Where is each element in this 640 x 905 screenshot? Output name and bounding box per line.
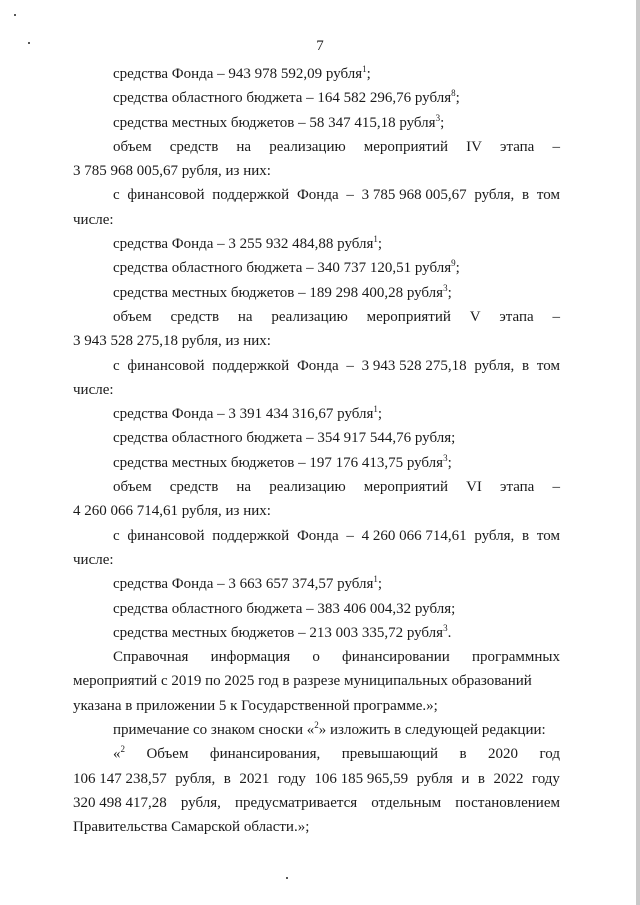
word: с xyxy=(113,527,120,544)
footnote-marker: 2 xyxy=(120,744,125,755)
word: в xyxy=(223,770,231,787)
funding-item: средства местных бюджетов – 213 003 335,72 рубля xyxy=(113,624,444,641)
text-line xyxy=(73,281,560,305)
word: Фонда xyxy=(296,527,339,544)
quote-open: «$^2$ xyxy=(113,744,125,763)
word: на xyxy=(236,138,252,155)
word: рубля, xyxy=(180,794,221,811)
funding-item: средства областного бюджета – 354 917 544,76 рубля; xyxy=(113,430,456,447)
funding-item: средства областного бюджета – 383 406 004,32 рубля; xyxy=(113,600,456,617)
word: том xyxy=(536,187,560,204)
punctuation: ; xyxy=(366,66,371,82)
word: год xyxy=(539,746,560,763)
word: в xyxy=(459,746,467,763)
text-line xyxy=(73,499,560,523)
word: с xyxy=(113,357,120,374)
word: объем xyxy=(113,138,152,155)
word: реализацию xyxy=(269,479,346,496)
word: Объем xyxy=(146,746,189,763)
word: объем xyxy=(113,308,152,325)
funding-item: средства Фонда – 3 255 932 484,88 рубля xyxy=(113,236,374,253)
funding-item: средства местных бюджетов – 197 176 413,75 рубля xyxy=(113,454,444,471)
word: VI xyxy=(466,479,482,496)
word: с xyxy=(113,187,120,204)
text-line xyxy=(73,354,560,378)
word: 4 260 066 714,61 xyxy=(361,527,467,544)
word: этапа xyxy=(499,308,534,325)
text-line xyxy=(73,572,560,596)
punctuation: ; xyxy=(455,260,460,277)
text-line xyxy=(73,208,560,232)
funding-item: средства местных бюджетов – 58 347 415,18 рубля xyxy=(113,114,436,131)
word: на xyxy=(237,308,253,325)
punctuation: ; xyxy=(447,454,452,471)
line-text: числе: xyxy=(73,381,114,398)
text-line xyxy=(73,111,560,135)
word: предусматривается xyxy=(234,794,358,811)
punctuation: ; xyxy=(455,90,460,107)
text-line xyxy=(73,815,560,839)
punctuation: . xyxy=(447,624,452,641)
footnote-marker: 1 xyxy=(373,404,378,415)
word: постановлением xyxy=(455,794,560,811)
text-line xyxy=(73,694,560,718)
line-text: числе: xyxy=(73,211,114,228)
word: Фонда xyxy=(296,187,339,204)
footnote-marker: 2 xyxy=(314,720,319,731)
funding-item: средства Фонда – 3 663 657 374,57 рубля xyxy=(113,576,374,593)
word: этапа xyxy=(500,138,535,155)
word: реализацию xyxy=(269,138,346,155)
word: 2022 xyxy=(493,770,524,787)
word: реализацию xyxy=(271,308,348,325)
word: – xyxy=(346,527,354,544)
text-line xyxy=(73,426,560,450)
text-line xyxy=(73,329,560,353)
scan-speck xyxy=(14,14,16,16)
word: в xyxy=(477,770,485,787)
page-number: 7 xyxy=(316,38,324,54)
word: 2021 xyxy=(239,770,270,787)
funding-item: средства местных бюджетов – 189 298 400,28 рубля xyxy=(113,284,444,301)
word: финансовой xyxy=(127,187,205,204)
text-line xyxy=(73,548,560,572)
footnote-marker: 3 xyxy=(443,622,448,633)
line-text: примечание со знаком сноски « xyxy=(113,722,315,739)
word: – xyxy=(552,479,560,496)
word: поддержкой xyxy=(212,527,290,544)
text-line xyxy=(73,62,560,86)
word: – xyxy=(552,308,560,325)
footnote-marker: 1 xyxy=(373,234,378,245)
text-line xyxy=(73,791,560,815)
text-line xyxy=(73,669,560,693)
word: 3 785 968 005,67 xyxy=(361,187,467,204)
line-text: » изложить в следующей редакции: xyxy=(318,722,546,739)
text-line xyxy=(73,597,560,621)
word: 320 498 417,28 xyxy=(73,794,167,811)
word: рубля xyxy=(416,770,453,787)
word: мероприятий xyxy=(363,479,448,496)
word: рубля, xyxy=(474,527,515,544)
funding-item: средства областного бюджета – 340 737 120,51 рубля xyxy=(113,260,452,277)
text-line xyxy=(73,645,560,669)
punctuation: ; xyxy=(377,236,383,253)
word: средств xyxy=(170,308,220,325)
word: – xyxy=(552,138,560,155)
footnote-marker: 1 xyxy=(373,574,378,585)
line-text: мероприятий с 2019 по 2025 год в разрезе муниципальных образований xyxy=(73,673,532,690)
word: о xyxy=(312,649,320,666)
word: объем xyxy=(113,479,152,496)
text-line xyxy=(73,183,560,207)
punctuation: ; xyxy=(377,576,383,593)
word: Фонда xyxy=(296,357,339,374)
footnote-marker: 1 xyxy=(362,64,367,74)
line-text: указана в приложении 5 к Государственной программе.»; xyxy=(73,697,438,714)
line-text: 3 785 968 005,67 рубля, из них: xyxy=(73,163,271,180)
text-line xyxy=(73,451,560,475)
word: финансовой xyxy=(127,527,205,544)
word: – xyxy=(346,357,354,374)
text-line xyxy=(73,621,560,645)
footnote-marker: 3 xyxy=(443,282,448,293)
footnote-marker: 3 xyxy=(443,452,448,463)
line-text: числе: xyxy=(73,551,114,568)
footnote-marker: 9 xyxy=(451,258,456,269)
text-line xyxy=(73,378,560,402)
word: мероприятий xyxy=(366,308,451,325)
scan-edge-shadow xyxy=(636,0,640,905)
word: средств xyxy=(169,138,219,155)
funding-item: средства областного бюджета – 164 582 296,76 рубля xyxy=(113,90,452,107)
word: этапа xyxy=(500,479,535,496)
text-line xyxy=(73,86,560,110)
line-text: 3 943 528 275,18 рубля, из них: xyxy=(73,333,271,350)
word: информация xyxy=(210,649,291,666)
word: – xyxy=(346,187,354,204)
text-line xyxy=(73,767,560,791)
text-line xyxy=(73,402,560,426)
text-line xyxy=(73,135,560,159)
line-text: 4 260 066 714,61 рубля, из них: xyxy=(73,503,271,520)
word: V xyxy=(469,308,481,325)
word: в xyxy=(522,357,530,374)
word: поддержкой xyxy=(212,357,290,374)
word: финансовой xyxy=(127,357,205,374)
text-line xyxy=(73,475,560,499)
footnote-marker: 8 xyxy=(451,88,456,99)
word: году xyxy=(531,770,560,787)
word: мероприятий xyxy=(363,138,448,155)
word: году xyxy=(277,770,306,787)
text-line xyxy=(73,305,560,329)
word: на xyxy=(236,479,252,496)
word: том xyxy=(536,527,560,544)
word: рубля, xyxy=(175,770,216,787)
footnote-marker: 3 xyxy=(435,112,441,123)
word: 2020 xyxy=(488,746,519,763)
word: рубля, xyxy=(474,187,515,204)
text-line xyxy=(73,232,560,256)
scan-speck xyxy=(286,877,288,879)
word: и xyxy=(461,770,470,787)
document-body xyxy=(73,62,560,840)
scan-speck xyxy=(28,42,30,44)
word: в xyxy=(522,187,530,204)
word: IV xyxy=(466,138,482,155)
word: рубля, xyxy=(474,357,515,374)
word: 106 147 238,57 xyxy=(73,770,167,787)
text-line xyxy=(73,524,560,548)
text-line xyxy=(73,159,560,183)
word: программных xyxy=(472,649,560,666)
word: средств xyxy=(169,479,219,496)
line-text: Правительства Самарской области.»; xyxy=(73,819,310,836)
punctuation: ; xyxy=(440,114,445,131)
text-line xyxy=(73,718,560,742)
word: Справочная xyxy=(113,649,189,666)
word: финансирования, xyxy=(209,746,321,763)
word: поддержкой xyxy=(212,187,290,204)
text-line xyxy=(73,742,560,766)
word: 106 185 965,59 xyxy=(314,770,409,787)
word: том xyxy=(536,357,560,374)
word: 3 943 528 275,18 xyxy=(361,357,467,374)
word: отдельным xyxy=(371,794,442,811)
funding-item: средства Фонда – 943 978 592,09 рубля xyxy=(113,66,363,82)
word: финансировании xyxy=(342,649,450,666)
text-line xyxy=(73,256,560,280)
word: в xyxy=(522,527,530,544)
funding-item: средства Фонда – 3 391 434 316,67 рубля xyxy=(113,406,374,423)
punctuation: ; xyxy=(377,406,383,423)
punctuation: ; xyxy=(447,284,452,301)
word: превышающий xyxy=(341,746,439,763)
